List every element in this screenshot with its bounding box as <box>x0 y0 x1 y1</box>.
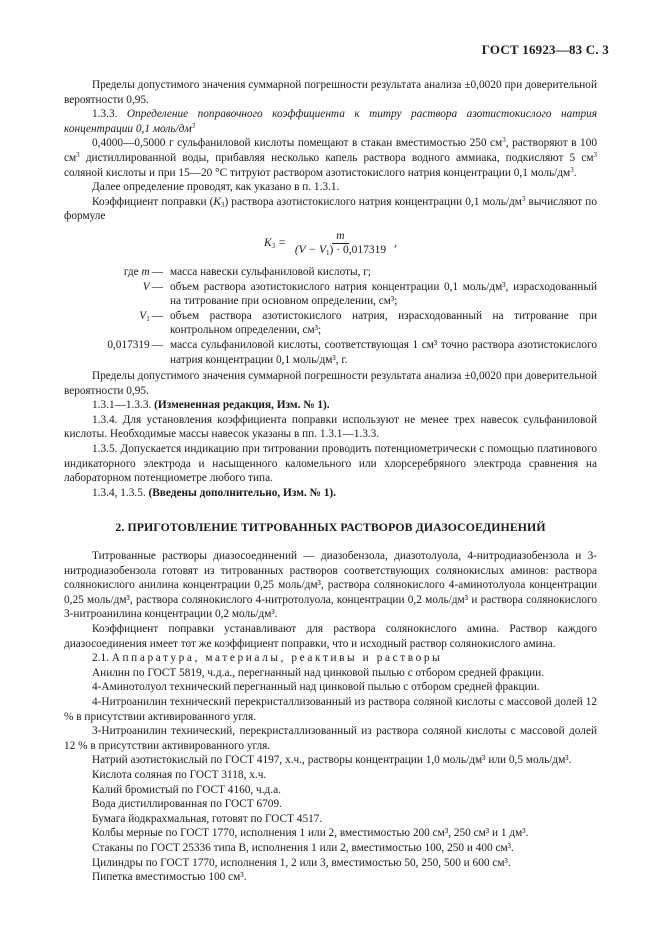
section-title: Определение поправочного коэффициента к титру раствора азотистокислого натрия концентрации 0,1 моль/$дм^3$ <box>64 108 597 135</box>
paragraph-diazo-intro: Титрованные растворы диазосоединений — диазобензола, диазотолуола, 4-нитродиазобензола и 3-нитродиазобензола готовят из титрованных растворов соответствующих солянокислых аминов: раствора солянокислого анилина концентрации 0,25 моль/дм³, раствора солянокислого 4-аминотолуола концентрации 0,25 моль/дм³, раствора солянокислого 4-нитротолуола, концентрации 0,2 моль/дм³ и раствора солянокислого 3-нитроанилина концентрации 0,2 моль/дм³. <box>64 550 597 621</box>
list-item: Колбы мерные по ГОСТ 1770, исполнения 1 или 2, вместимостью 200 см³, 250 см³ и 1 дм³. <box>92 827 529 840</box>
list-item: 3-Нитроанилин технический, перекристаллизованный из раствора соляной кислоты с массовой долей 12 % в присутствии активированного угля. <box>64 725 597 752</box>
section-number: 1.3.3. <box>92 108 118 121</box>
list-item: Анилин по ГОСТ 5819, ч.д.а., перегнанный над цинковой пылью с отбором средней фракции. <box>92 666 545 679</box>
paragraph-1-3-4: 1.3.4. Для установления коэффициента поправки используют не менее трех навесок сульфаниловой кислоты. Необходимые массы навесок указаны в пп. 1.3.1—1.3.3. <box>64 413 597 441</box>
section-2-1-heading: 2.1. Аппаратура, материалы, реактивы и растворы <box>92 652 443 665</box>
paragraph-procedure: 0,4000—0,5000 г сульфаниловой кислоты помещают в стакан вместимостью 250 $см^3$, растворяют в 100 $см^3$ дистиллированной воды, прибавляя несколько капель раствора водного аммиака, подкисляют 5 $см^3$ соляной кислоты и при 15—20 °С титруют раствором азотистокислого натрия концентрации 0,1 моль/$дм^3$. <box>64 136 597 179</box>
page-header: ГОСТ 16923—83 С. 3 <box>481 42 609 57</box>
list-item: 4-Нитроанилин технический перекристаллизованный из раствора соляной кислоты с массовой долей 12 % в присутствии активированного угля. <box>64 695 597 723</box>
paragraph-further-steps: Далее определение проводят, как указано в п. 1.3.1. <box>92 181 340 194</box>
list-item: Стаканы по ГОСТ 25336 типа В, исполнения 1 или 2, вместимостью 100, 250 и 400 см³. <box>92 841 514 854</box>
definition-row: V — объем раствора азотистокислого натрия концентрации 0,1 моль/дм³, израсходованный на титрование при основном определении, см³; <box>142 280 597 308</box>
list-item: Бумага йодкрахмальная, готовят по ГОСТ 4517. <box>92 812 323 825</box>
definition-row: где m — масса навески сульфаниловой кислоты, г; <box>123 265 372 278</box>
list-item: Цилиндры по ГОСТ 1770, исполнения 1, 2 или 3, вместимостью 50, 250, 500 и 600 см³. <box>92 856 511 869</box>
formula-lhs: $K_3$ = <box>264 237 286 251</box>
list-item: Натрий азотистокислый по ГОСТ 4197, х.ч., растворы концентрации 1,0 моль/дм³ или 0,5 моль/дм³. <box>92 754 572 767</box>
definition-row: 0,017319 — масса сульфаниловой кислоты, соответствующая 1 см³ точно раствора азотистокислого натрия концентрации 0,1 моль/дм³, г. <box>107 338 597 366</box>
amendment-note-2: 1.3.4, 1.3.5. (Введены дополнительно, Изм. № 1). <box>92 486 336 499</box>
formula-comma: , <box>394 237 397 250</box>
paragraph-error-limits-2: Пределы допустимого значения суммарной погрешности результата анализа ±0,0020 при доверительной вероятности 0,95. <box>64 370 597 397</box>
variable-definitions <box>64 265 597 367</box>
list-item: Калий бромистый по ГОСТ 4160, ч.д.а. <box>92 783 281 796</box>
document-body <box>64 78 597 885</box>
materials-list <box>64 666 597 885</box>
formula-fraction <box>291 230 390 257</box>
list-item: 4-Аминотолуол технический перегнанный над цинковой пылью с отбором средней фракции. <box>92 681 540 694</box>
section-2-heading: 2. ПРИГОТОВЛЕНИЕ ТИТРОВАННЫХ РАСТВОРОВ ДИАЗОСОЕДИНЕНИЙ <box>115 520 546 535</box>
list-item: Пипетка вместимостью 100 см³. <box>92 871 247 884</box>
list-item: Вода дистиллированная по ГОСТ 6709. <box>92 798 282 811</box>
list-item: Кислота соляная по ГОСТ 3118, х.ч. <box>92 768 267 781</box>
formula-k3 <box>64 230 597 257</box>
definition-row: $V_1$ — объем раствора азотистокислого натрия, израсходованный на титрование при контрольном определении, см³; <box>139 309 597 337</box>
paragraph-1-3-5: 1.3.5. Допускается индикацию при титровании проводить потенциометрически с помощью платинового индикаторного электрода и насыщенного каломельного или хлорсеребряного электрода сравнения на лабораторном потенциометре любого типа. <box>64 443 597 485</box>
paragraph-error-limits: Пределы допустимого значения суммарной погрешности результата анализа ±0,0020 при доверительной вероятности 0,95. <box>64 79 597 106</box>
paragraph-coefficient-intro: Коэффициент поправки $(K_3)$ раствора азотистокислого натрия концентрации 0,1 моль/$дм^3$ вычисляют по формуле <box>64 194 597 223</box>
formula-numerator: m <box>332 230 348 244</box>
paragraph-correction-factor: Коэффициент поправки устанавливают для раствора солянокислого амина. Раствор каждого диазосоединения имеет тот же коэффициент поправки, что и исходный раствор солянокислого амина. <box>64 623 597 650</box>
section-1-3-3-heading <box>64 107 597 136</box>
formula-denominator: $(V - V_1) \cdot 0,017319$ <box>294 243 387 257</box>
amendment-note-1: 1.3.1—1.3.3. (Измененная редакция, Изм. № 1). <box>92 399 330 412</box>
